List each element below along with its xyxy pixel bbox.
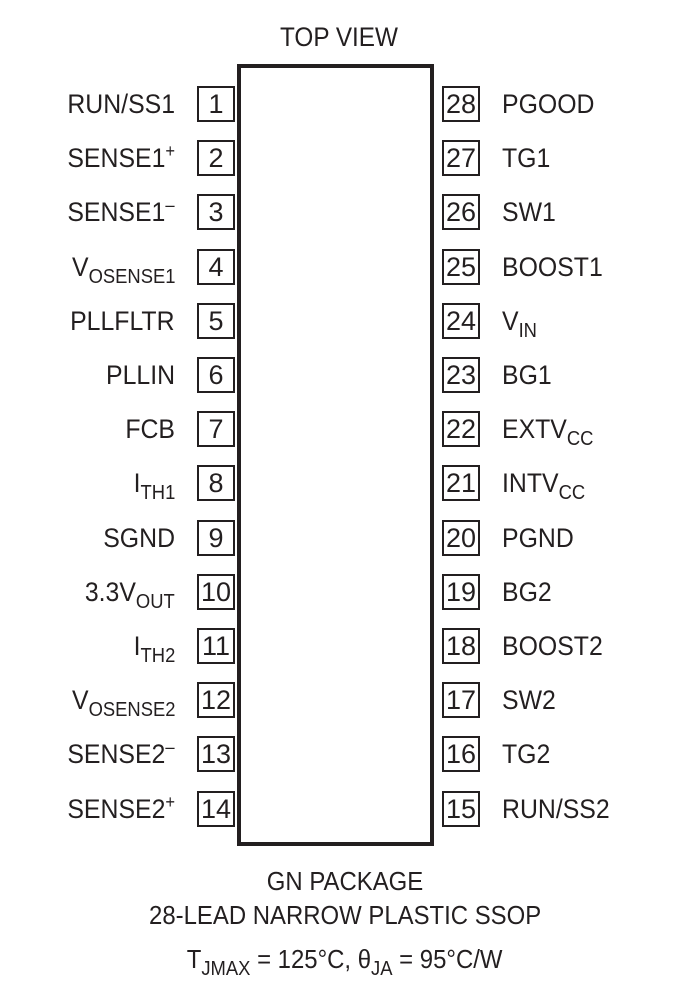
right-pin-number: 19 <box>442 574 480 610</box>
pin-name: PLLFLTR <box>70 305 175 336</box>
right-pin-number: 22 <box>442 411 480 447</box>
pin-name: EXTV <box>502 414 567 445</box>
pin-name: SENSE2 <box>67 793 166 824</box>
pin-name: BOOST1 <box>502 251 603 282</box>
pin-name-superscript: – <box>165 737 175 758</box>
right-pin-number: 27 <box>442 140 480 176</box>
right-pin-number: 25 <box>442 249 480 285</box>
pin-name: SENSE2 <box>67 739 166 770</box>
left-pin-label <box>133 629 175 667</box>
left-pin-label <box>71 250 176 288</box>
right-pin-label <box>502 412 594 451</box>
right-pin-number: 15 <box>442 791 480 827</box>
pin-name: PGND <box>502 522 574 553</box>
left-pin-number: 3 <box>197 194 235 230</box>
pin-name-subscript: OSENSE2 <box>88 699 175 722</box>
pin-name: 3.3V <box>85 576 137 607</box>
pin-name: SENSE1 <box>67 143 166 174</box>
tjmax-symbol: T <box>187 944 202 974</box>
left-pin-label <box>67 792 175 826</box>
left-pin-number: 12 <box>197 682 235 718</box>
pin-name: SGND <box>103 522 175 553</box>
pin-name: BG2 <box>502 576 552 607</box>
pin-name-superscript: – <box>165 195 175 216</box>
theta-symbol: θ <box>358 944 372 974</box>
pin-name: TG2 <box>502 739 551 770</box>
pin-name: PLLIN <box>105 360 175 390</box>
right-pin-label <box>502 358 552 392</box>
right-pin-number: 26 <box>442 194 480 230</box>
theta-subscript: JA <box>371 958 393 980</box>
left-pin-number: 1 <box>197 86 235 122</box>
pin-name: PGOOD <box>502 89 595 119</box>
tjmax-subscript: JMAX <box>201 958 251 980</box>
left-pin-label <box>106 358 175 392</box>
pin-name-subscript: OUT <box>136 590 175 613</box>
pin-name: BG1 <box>502 360 552 390</box>
pin-name: SW1 <box>502 197 556 228</box>
pin-name: I <box>133 468 141 499</box>
right-pin-label <box>502 250 603 284</box>
left-pin-label <box>125 412 175 446</box>
left-pin-label <box>68 737 175 771</box>
top-view-title: TOP VIEW <box>280 22 398 52</box>
right-pin-label <box>502 87 594 121</box>
left-pin-label <box>103 521 175 555</box>
right-pin-number: 28 <box>442 86 480 122</box>
left-pin-number: 2 <box>197 140 235 176</box>
right-pin-label <box>502 629 603 663</box>
package-description: 28-LEAD NARROW PLASTIC SSOP <box>148 900 542 930</box>
left-pin-number: 6 <box>197 357 235 393</box>
pin-name: V <box>71 685 89 716</box>
right-pin-label <box>502 521 574 555</box>
right-pin-number: 24 <box>442 303 480 339</box>
ic-body <box>237 64 434 846</box>
right-pin-number: 20 <box>442 520 480 556</box>
pin-name-subscript: TH2 <box>140 645 175 667</box>
left-pin-number: 5 <box>197 303 235 339</box>
left-pin-number: 14 <box>197 791 235 827</box>
left-pin-label <box>68 195 175 229</box>
left-pin-label <box>71 304 175 338</box>
pin-name: SW2 <box>502 685 556 716</box>
right-pin-number: 23 <box>442 357 480 393</box>
theta-value: = 95°C/W <box>392 944 503 974</box>
pin-name-superscript: + <box>165 141 175 162</box>
pin-name: RUN/SS2 <box>502 793 610 824</box>
right-pin-label <box>502 737 550 771</box>
thermal-spec <box>0 944 690 980</box>
pin-name: TG1 <box>502 143 551 174</box>
left-pin-number: 13 <box>197 736 235 772</box>
tjmax-value: = 125°C, <box>250 944 359 974</box>
left-pin-number: 11 <box>197 628 235 664</box>
pin-name-subscript: CC <box>558 482 586 505</box>
pin-name-subscript: IN <box>518 319 537 342</box>
pin-name-subscript: CC <box>566 428 594 451</box>
pin-name: BOOST2 <box>502 631 603 661</box>
left-pin-label <box>67 141 175 175</box>
pin-name: V <box>502 305 519 336</box>
right-pin-number: 18 <box>442 628 480 664</box>
pin-name: INTV <box>502 468 559 499</box>
right-pin-label <box>502 466 586 505</box>
pin-name: FCB <box>125 414 175 445</box>
left-pin-number: 4 <box>197 249 235 285</box>
pin-name-subscript: TH1 <box>140 482 175 505</box>
left-pin-number: 10 <box>197 574 235 610</box>
left-pin-label <box>71 683 176 722</box>
right-pin-label <box>502 575 552 609</box>
right-pin-label <box>502 195 556 229</box>
left-pin-number: 7 <box>197 411 235 447</box>
right-pin-label <box>502 683 556 717</box>
pin-name: I <box>133 631 141 661</box>
left-pin-label <box>67 87 175 121</box>
package-name: GN PACKAGE <box>266 866 424 896</box>
right-pin-label <box>502 141 550 175</box>
left-pin-label <box>85 575 175 613</box>
pin-name: RUN/SS1 <box>67 89 175 119</box>
right-pin-number: 21 <box>442 465 480 501</box>
right-pin-label <box>502 304 537 342</box>
pin-name: V <box>71 251 89 282</box>
pin-name: SENSE1 <box>67 197 166 228</box>
right-pin-number: 17 <box>442 682 480 718</box>
right-pin-label <box>502 792 610 826</box>
left-pin-label <box>133 466 175 505</box>
pin-name-superscript: + <box>165 791 175 812</box>
left-pin-number: 9 <box>197 520 235 556</box>
right-pin-number: 16 <box>442 736 480 772</box>
pin-name-subscript: OSENSE1 <box>88 265 175 288</box>
left-pin-number: 8 <box>197 465 235 501</box>
